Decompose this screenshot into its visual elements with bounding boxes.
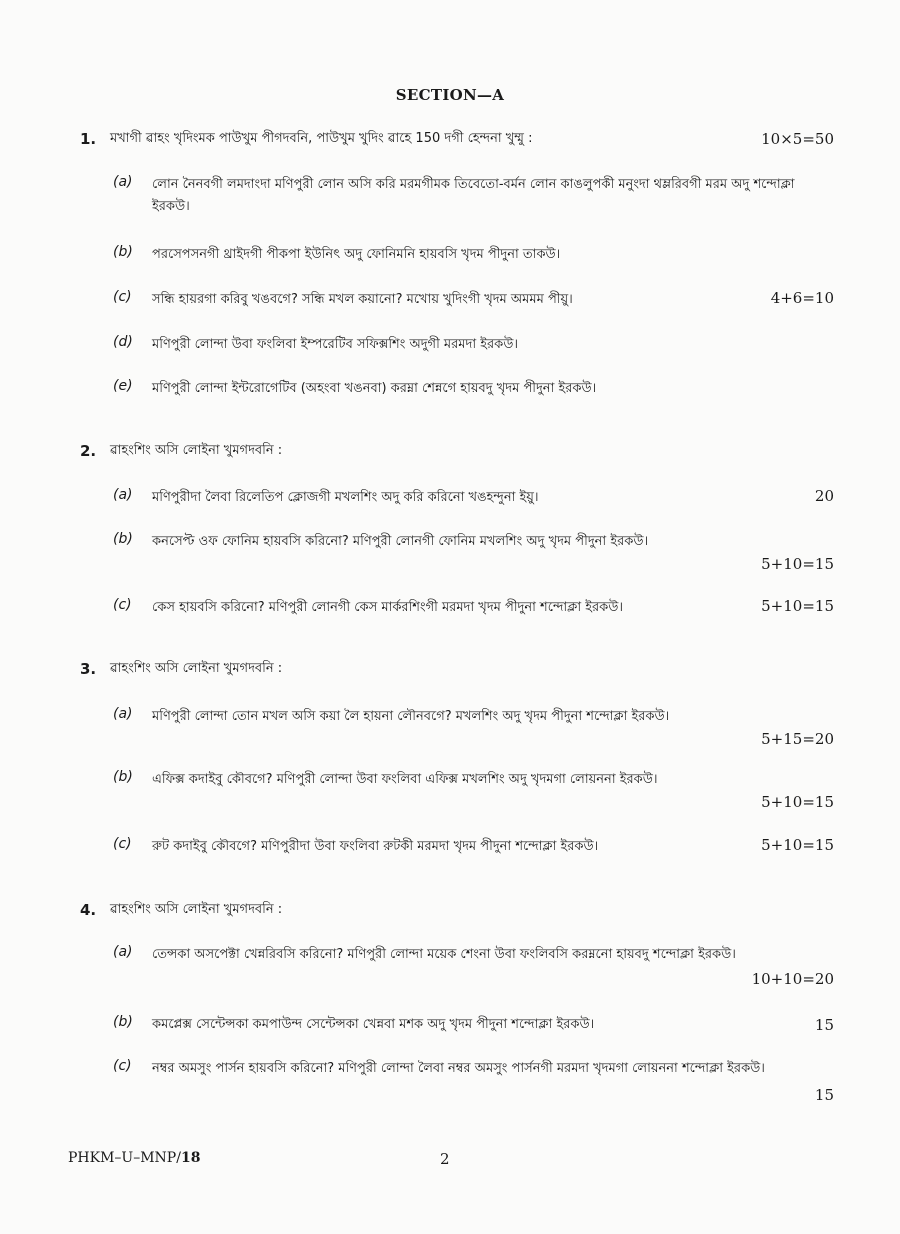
part-text: রুট কদাইবু কৌবগে? মণিপুরীদা উবা ফংলিবা রুটকী মরমদা খৃদম পীদুনা শন্দোক্লা ইরকউ। <box>152 839 599 854</box>
part-text: মণিপুরীদা লৈবা রিলেতিপ ক্লোজগী মখলশিং অদু করি করিনো খঙহন্দুনা ইয়ু। <box>152 490 539 505</box>
part-text: লোন নৈনবগী লমদাংদা মণিপুরী লোন অসি করি মরমগীমক তিবেতো-বর্মন লোন কাঙলুপকী মনুংদা থম্লরিবগী মরম অদু শন্দোক্লা ইরকউ। <box>152 177 795 214</box>
part-marks: 5+10=15 <box>761 836 834 854</box>
part-label: (b) <box>113 769 133 785</box>
part-marks: 5+15=20 <box>761 730 834 748</box>
part-label: (a) <box>113 174 133 190</box>
part-marks: 5+10=15 <box>761 793 834 811</box>
part-label: (c) <box>113 836 132 852</box>
question-text: ৱাহংশিং অসি লোইনা খুমগদবনি : <box>110 902 283 917</box>
part-label: (b) <box>113 531 133 547</box>
question-text: ৱাহংশিং অসি লোইনা খুমগদবনি : <box>110 661 283 676</box>
question-number: 4. <box>80 901 97 919</box>
part-label: (b) <box>113 244 133 260</box>
part-text: তেন্সকা অসপেক্টা খেন্নরিবসি করিনো? মণিপুরী লোন্দা ময়েক শেংনা উবা ফংলিবসি করম্ননো হায়বদু শন্দোক্লা ইরকউ। <box>152 947 736 962</box>
part-text: মণিপুরী লোন্দা তোন মখল অসি কয়া লৈ হায়না লৌনবগে? মখলশিং অদু খৃদম পীদুনা শন্দোক্লা ইরকউ। <box>152 709 670 724</box>
paper-code <box>68 1150 200 1166</box>
question-number: 3. <box>80 660 97 678</box>
part-text: এফিক্স কদাইবু কৌবগে? মণিপুরী লোন্দা উবা ফংলিবা এফিক্স মখলশিং অদু খৃদমগা লোয়ননা ইরকউ। <box>152 772 658 787</box>
part-label: (d) <box>113 334 133 350</box>
part-text: নম্বর অমসুং পার্সন হায়বসি করিনো? মণিপুরী লোন্দা লৈবা নম্বর অমসুং পার্সনগী মরমদা খৃদমগা লোয়ননা শন্দোক্লা ইরকউ। <box>152 1061 765 1076</box>
question-number: 2. <box>80 442 97 460</box>
part-text: মণিপুরী লোন্দা উবা ফংলিবা ইম্পরেটিব সফিক্সশিং অদুগী মরমদা ইরকউ। <box>152 337 519 352</box>
part-text: কমপ্লেক্স সেন্টেন্সকা কমপাউন্দ সেন্টেন্সকা খেন্নবা মশক অদু খৃদম পীদুনা শন্দোক্লা ইরকউ। <box>152 1017 595 1032</box>
part-label: (c) <box>113 289 132 305</box>
question-number: 1. <box>80 130 97 148</box>
part-marks: 5+10=15 <box>761 555 834 573</box>
part-label: (b) <box>113 1014 133 1030</box>
part-label: (e) <box>113 378 133 394</box>
paper-code-prefix: PHKM–U–MNP/ <box>68 1150 181 1166</box>
part-text: কেস হায়বসি করিনো? মণিপুরী লোনগী কেস মার্করশিংগী মরমদা খৃদম পীদুনা শন্দোক্লা ইরকউ। <box>152 600 624 615</box>
part-label: (c) <box>113 1058 132 1074</box>
page-number: 2 <box>440 1150 450 1168</box>
part-label: (a) <box>113 706 133 722</box>
part-marks: 10+10=20 <box>751 970 834 988</box>
part-marks: 15 <box>814 1016 834 1034</box>
part-marks: 15 <box>814 1086 834 1104</box>
part-marks: 20 <box>814 487 834 505</box>
part-text: কনসেপ্ট ওফ ফোনিম হায়বসি করিনো? মণিপুরী লোনগী ফোনিম মখলশিং অদু খৃদম পীদুনা ইরকউ। <box>152 534 649 549</box>
paper-code-suffix: 18 <box>180 1150 201 1166</box>
part-text: সন্ধি হায়রগা করিবু খঙবগে? সন্ধি মখল কয়ানো? মখোয় খুদিংগী খৃদম অমমম পীয়ু। <box>152 292 573 307</box>
part-text: পরসেপসনগী থ্রাইদগী পীকপা ইউনিৎ অদু ফোনিমনি হায়বসি খৃদম পীদুনা তাকউ। <box>152 247 561 262</box>
part-text: মণিপুরী লোন্দা ইন্টরোগেটিব (অহংবা খঙনবা) করম্না শেন্নগে হায়বদু খৃদম পীদুনা ইরকউ। <box>152 381 597 396</box>
question-text: ৱাহংশিং অসি লোইনা খুমগদবনি : <box>110 443 283 458</box>
part-label: (c) <box>113 597 132 613</box>
part-label: (a) <box>113 944 133 960</box>
part-marks: 4+6=10 <box>770 289 834 307</box>
part-marks: 5+10=15 <box>761 597 834 615</box>
part-label: (a) <box>113 487 133 503</box>
section-title: SECTION—A <box>395 86 505 104</box>
question-marks: 10×5=50 <box>761 130 834 148</box>
question-text: মখাগী ৱাহং খৃদিংমক পাউখুম পীগদবনি, পাউখুম খুদিং ৱাহে 150 দগী হেন্দনা খুম্মু : <box>110 131 533 146</box>
